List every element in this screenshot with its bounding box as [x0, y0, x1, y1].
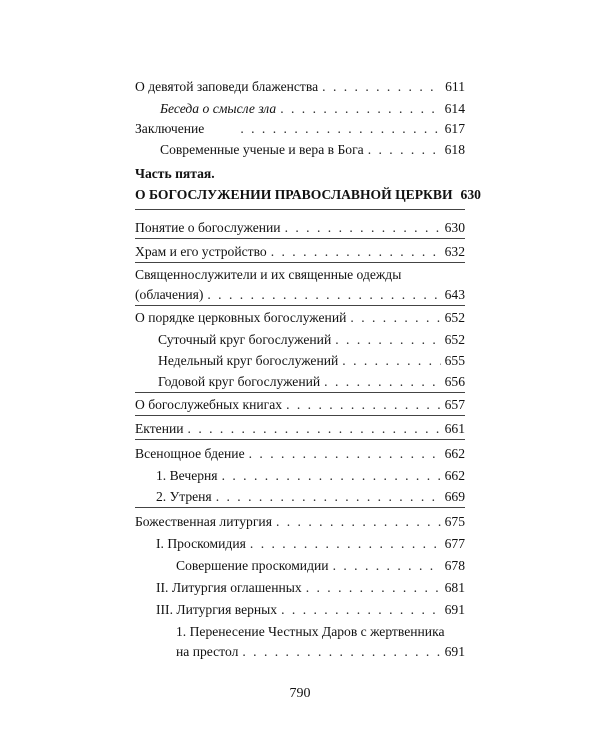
toc-entry-title: О порядке церковных богослужений [135, 310, 347, 325]
toc-entry-page: 652 [444, 332, 465, 347]
toc-entry-page: 691 [444, 602, 465, 617]
part-label: Часть пятая. [135, 166, 215, 181]
part-title-line [135, 184, 481, 206]
toc-entry [135, 217, 465, 239]
dot-leader [222, 465, 441, 487]
dot-leader [306, 577, 441, 599]
toc-entry-title: Храм и его устройство [135, 244, 267, 259]
toc-entry-title: III. Литургия верных [156, 602, 278, 617]
toc-entry-page: 657 [444, 397, 465, 412]
dot-leader [240, 118, 440, 140]
dot-leader [342, 350, 440, 372]
toc-entry [135, 284, 465, 306]
toc-entry [135, 307, 465, 329]
toc-entry [135, 418, 465, 440]
toc-entry-title-line1: Священнослужители и их священные одежды [135, 267, 402, 282]
dot-leader [249, 443, 441, 465]
toc-entry-title: Заключение [135, 121, 205, 136]
toc-entry [135, 511, 465, 533]
toc-entry-title: О девятой заповеди блаженства [135, 79, 319, 94]
dot-leader [322, 76, 441, 98]
toc-entry-page: 614 [444, 101, 465, 116]
toc-entry-title: 2. Утреня [156, 489, 212, 504]
toc-entry-page: 681 [444, 580, 465, 595]
toc-entry [156, 465, 465, 487]
toc-entry-page: 618 [444, 142, 465, 157]
toc-entry-title: 1. Вечерня [156, 468, 218, 483]
toc-entry-page: 630 [444, 220, 465, 235]
dot-leader [368, 139, 441, 161]
toc-entry-page: 617 [444, 121, 465, 136]
toc-entry-title: (облачения) [135, 287, 204, 302]
toc-entry [158, 350, 465, 372]
divider [135, 209, 465, 210]
toc-entry [135, 394, 465, 416]
divider [135, 238, 465, 239]
toc-entry-page: 643 [444, 287, 465, 302]
toc-entry-page: 675 [444, 514, 465, 529]
dot-leader [216, 486, 441, 508]
divider [135, 415, 465, 416]
divider [135, 305, 465, 306]
divider [135, 262, 465, 263]
toc-entry-title: Всенощное бдение [135, 446, 245, 461]
toc-entry-page: 662 [444, 468, 465, 483]
toc-entry-title: Недельный круг богослужений [158, 353, 339, 368]
dot-leader [242, 641, 440, 663]
dot-leader [286, 394, 441, 416]
toc-entry-title: II. Литургия оглашенных [156, 580, 302, 595]
toc-entry [158, 329, 465, 351]
part-page: 630 [460, 187, 481, 202]
divider [135, 392, 465, 393]
dot-leader [188, 418, 441, 440]
toc-entry-page: 691 [444, 644, 465, 659]
toc-entry [156, 577, 465, 599]
dot-leader [333, 555, 441, 577]
toc-entry [160, 98, 465, 120]
toc-entry [135, 118, 465, 140]
toc-entry [156, 533, 465, 555]
toc-entry [158, 371, 465, 393]
dot-leader [285, 217, 441, 239]
dot-leader [281, 599, 441, 621]
dot-leader [276, 511, 441, 533]
toc-entry-title: Годовой круг богослужений [158, 374, 321, 389]
toc-entry-page: 661 [444, 421, 465, 436]
dot-leader [280, 98, 440, 120]
toc-entry-page: 662 [444, 446, 465, 461]
toc-entry-page: 669 [444, 489, 465, 504]
toc-entry-title: Божественная литургия [135, 514, 272, 529]
toc-entry-title: Ектении [135, 421, 184, 436]
toc-entry-title: Беседа о смысле зла [160, 101, 277, 116]
toc-entry-page: 632 [444, 244, 465, 259]
dot-leader [250, 533, 441, 555]
toc-entry [176, 641, 465, 663]
toc-entry [156, 599, 465, 621]
dot-leader [350, 307, 440, 329]
page-number: 790 [289, 686, 311, 701]
dot-leader [207, 284, 440, 306]
toc-entry-page: 652 [444, 310, 465, 325]
dot-leader [335, 329, 440, 351]
toc-entry [160, 139, 465, 161]
toc-entry-title: I. Проскомидия [156, 536, 246, 551]
toc-entry [176, 555, 465, 577]
toc-entry-title-line1: 1. Перенесение Честных Даров с жертвенника [176, 624, 445, 639]
toc-entry-title: Совершение проскомидии [176, 558, 329, 573]
toc-entry-page: 655 [444, 353, 465, 368]
toc-entry [156, 486, 465, 508]
toc-entry-title: на престол [176, 644, 239, 659]
toc-entry [135, 241, 465, 263]
toc-entry [135, 443, 465, 465]
divider [135, 507, 465, 508]
toc-entry-page: 677 [444, 536, 465, 551]
toc-entry-title: Современные ученые и вера в Бога [160, 142, 364, 157]
divider [135, 439, 465, 440]
toc-entry-title: Суточный круг богослужений [158, 332, 332, 347]
toc-entry-page: 678 [444, 558, 465, 573]
toc-entry-title: О богослужебных книгах [135, 397, 283, 412]
dot-leader [324, 371, 440, 393]
toc-entry-title: Понятие о богослужении [135, 220, 281, 235]
dot-leader [271, 241, 441, 263]
part-title: О БОГОСЛУЖЕНИИ ПРАВОСЛАВНОЙ ЦЕРКВИ [135, 187, 453, 202]
toc-entry-page: 611 [445, 79, 465, 94]
toc-entry [135, 76, 465, 98]
toc-entry-page: 656 [444, 374, 465, 389]
